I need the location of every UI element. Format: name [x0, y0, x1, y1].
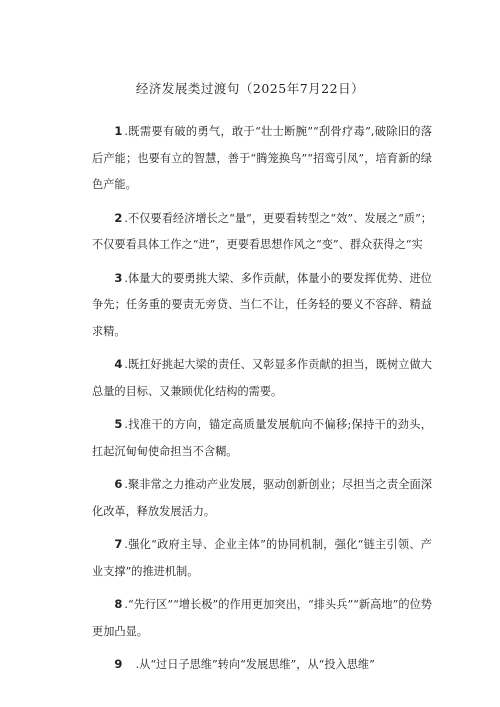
list-item	[92, 205, 432, 259]
item-text: .聚非常之力推动产业发展，驱动创新创业；尽担当之责全面深化改革，释放发展活力。	[92, 478, 432, 518]
item-text: .从“过日子思维”转向“发展思维”，从“投入思维”	[124, 658, 375, 671]
item-number: 6	[114, 477, 123, 491]
item-text: .找准干的方向，锚定高质量发展航向不偏移;保持干的劲头，扛起沉甸甸使命担当不含糊。	[92, 418, 432, 458]
list-item	[92, 531, 432, 585]
item-text: .既需要有破的勇气，敢于“壮士断腕”“刮骨疗毒”,破除旧的落后产能；也要有立的智慧，善于“腾笼换鸟”“招鸾引凤”，培育新的绿色产能。	[92, 125, 432, 191]
sentence-list	[92, 118, 432, 685]
list-item	[92, 351, 432, 405]
list-item	[92, 651, 432, 679]
item-number: 3	[114, 270, 123, 285]
list-item	[92, 591, 432, 645]
list-item	[92, 471, 432, 525]
item-text: .既扛好挑起大梁的责任、又彰显多作贡献的担当，既树立做大总量的目标、又兼顾优化结构的需要。	[92, 358, 432, 398]
item-text: .“先行区”“增长极”的作用更加突出，“排头兵”“新高地”的位势更加凸显。	[92, 598, 432, 638]
item-number: 2	[114, 210, 123, 225]
document-title: 经济发展类过渡句（2025年7月22日）	[135, 81, 365, 96]
item-number: 7	[114, 537, 123, 551]
item-text: .不仅要看经济增长之“量”，更要看转型之“效”、发展之“质”；不仅要看具体工作之“进”，更要看思想作风之“变”、群众获得之“实	[92, 211, 432, 251]
item-number: 4	[114, 357, 123, 371]
item-number: 9	[114, 657, 123, 671]
item-text: .强化“政府主导、企业主体”的协同机制，强化“链主引领、产业支撑”的推进机制。	[92, 538, 432, 578]
list-item	[92, 411, 432, 465]
list-item	[92, 118, 432, 199]
item-number: 8	[114, 597, 123, 611]
list-item	[92, 265, 432, 346]
item-number: 1	[114, 124, 123, 138]
item-text: .体量大的要勇挑大梁、多作贡献，体量小的要发挥优势、进位争先；任务重的要责无旁贷、当仁不让，任务轻的要义不容辞、精益求精。	[92, 271, 432, 338]
item-number: 5	[114, 417, 123, 431]
